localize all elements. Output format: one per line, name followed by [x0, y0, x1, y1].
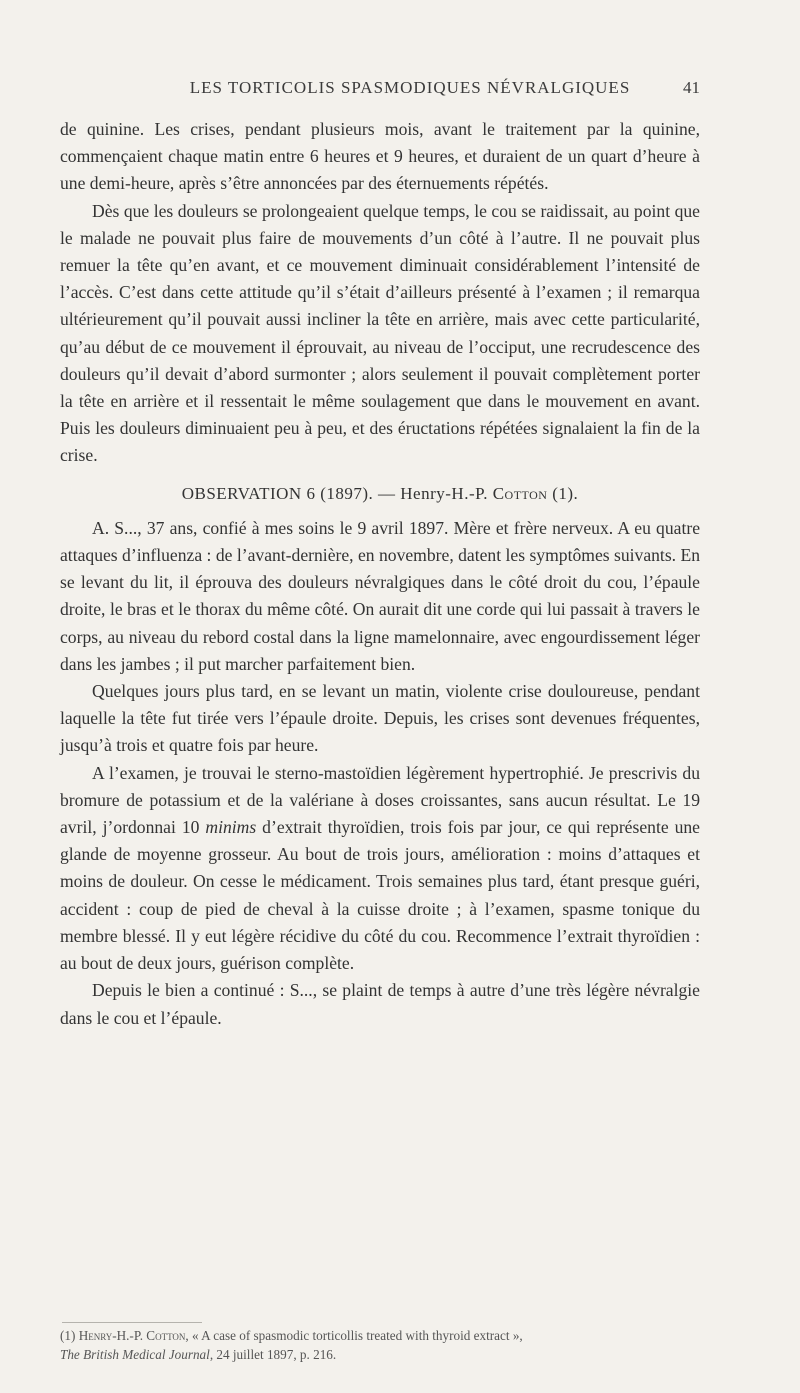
footnotes	[60, 1326, 700, 1364]
paragraph-2: Dès que les douleurs se prolongeaient quelque temps, le cou se raidissait, au point que le malade ne pouvait plus faire de mouvements d’un côté à l’autre. Il ne pouvait plus remuer la tête qu’en avant, et ce mouvement diminuait considérablement l’intensité de l’accès. C’est dans cette attitude qu’il s’était d’ailleurs présenté à l’examen ; il remarqua ultérieurement qu’il pouvait aussi incliner la tête en arrière, mais avec cette particularité, qu’au début de ce mouvement il éprouvait, au niveau de l’occiput, une recrudescence des douleurs qu’il devait d’abord surmonter ; alors seulement il pouvait complètement porter la tête en arrière et il ressentait le même soulagement que dans le mouvement en avant. Puis les douleurs diminuaient peu à peu, et des éructations répétées signalaient la fin de la crise.	[60, 200, 700, 466]
footnote-text-1: , « A case of spasmodic torticollis treated with thyroid extract »,	[185, 1328, 523, 1343]
paragraph-6: Depuis le bien a continué : S..., se plaint de temps à autre d’une très légère névralgie dans le cou et l’épaule.	[60, 980, 700, 1028]
page-header	[120, 78, 700, 108]
observation-ref: (1).	[547, 483, 579, 503]
observation-author: Cotton	[492, 483, 548, 503]
footnote-text-2: , 24 juillet 1897, p. 216.	[209, 1347, 337, 1362]
footnote-1	[60, 1326, 700, 1364]
footnote-divider	[62, 1322, 202, 1323]
paragraph-5-part-b: d’extrait thyroïdien, trois fois par jour, ce qui représente une glande de moyenne grosseur. Au bout de trois jours, amélioration : moins d’attaques et moins de douleur. On cesse le médicament. Trois semaines plus tard, étant presque guéri, accident : coup de pied de cheval à la cuisse droite ; à l’examen, spasme tonique du membre blessé. Il y eut légère récidive du côté du cou. Recommence l’extrait thyroïdien : au bout de deux jours, guérison complète.	[60, 817, 700, 974]
observation-label: OBSERVATION 6 (1897). — Henry-H.-P.	[181, 483, 493, 503]
observation-heading	[60, 480, 700, 507]
footnote-marker: (1)	[60, 1328, 79, 1343]
paragraph-3: A. S..., 37 ans, confié à mes soins le 9 avril 1897. Mère et frère nerveux. A eu quatre attaques d’influenza : de l’avant-dernière, en novembre, datent les symptômes suivants. En se levant du lit, il éprouva des douleurs névralgiques dans le côté droit du cou, l’épaule droite, le bras et le thorax du même côté. On aurait dit une corde qui lui passait à travers le corps, au niveau du rebord costal dans la ligne mamelonnaire, avec engourdissement léger dans les jambes ; il put marcher parfaitement bien.	[60, 517, 701, 674]
footnote-journal: The British Medical Journal	[60, 1347, 210, 1362]
body-text	[60, 116, 700, 1032]
running-title: LES TORTICOLIS SPASMODIQUES NÉVRALGIQUES	[189, 78, 631, 97]
paragraph-1: de quinine. Les crises, pendant plusieurs mois, avant le traitement par la quinine, commençaient chaque matin entre 6 heures et 9 heures, et duraient de un quart d’heure à une demi-heure, après s’être annoncées par des éternuements répétés.	[60, 119, 700, 194]
paragraph-5-emphasis: minims	[205, 817, 257, 838]
footnote-author: Henry-H.-P. Cotton	[78, 1328, 186, 1343]
paragraph-5-part-a: A l’examen, je trouvai le sterno-mastoïdien légèrement hypertrophié. Je prescrivis du bromure de potassium et de la valériane à doses croissantes, sans aucun résultat. Le 19 avril, j’ordonnai 10	[60, 762, 700, 838]
paragraph-4: Quelques jours plus tard, en se levant un matin, violente crise douloureuse, pendant laquelle la tête fut tirée vers l’épaule droite. Depuis, les crises sont devenues fréquentes, jusqu’à trois et quatre fois par heure.	[60, 681, 700, 756]
page-number: 41	[683, 78, 700, 97]
paragraph-5	[60, 760, 700, 978]
